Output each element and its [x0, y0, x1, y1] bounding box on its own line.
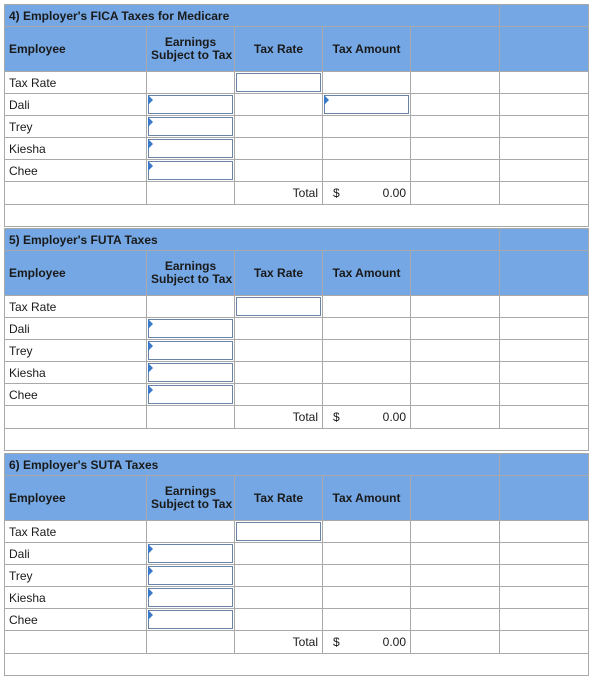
employee-header: Employee: [5, 27, 147, 72]
employee-header: Employee: [5, 251, 147, 296]
tax-amount-header: Tax Amount: [323, 251, 411, 296]
row-label-chee: Chee: [5, 384, 147, 406]
earnings-header: Earnings Subject to Tax: [147, 27, 235, 72]
row-label-trey: Trey: [5, 565, 147, 587]
earnings-header: Earnings Subject to Tax: [147, 251, 235, 296]
row-label-trey: Trey: [5, 116, 147, 138]
earnings-input-chee[interactable]: [147, 609, 235, 631]
earnings-input-chee[interactable]: [147, 160, 235, 182]
tax-rate-input[interactable]: [235, 72, 323, 94]
employee-header: Employee: [5, 476, 147, 521]
header-filler: [500, 229, 589, 251]
earnings-input-kiesha[interactable]: [147, 587, 235, 609]
row-label-dali: Dali: [5, 318, 147, 340]
earnings-input-trey[interactable]: [147, 565, 235, 587]
header-filler: [411, 27, 500, 72]
earnings-input-trey[interactable]: [147, 116, 235, 138]
futa-table: [4, 228, 589, 451]
header-filler: [411, 476, 500, 521]
suta-table: [4, 453, 589, 676]
row-label-tax-rate: Tax Rate: [5, 521, 147, 543]
row-label-tax-rate: Tax Rate: [5, 72, 147, 94]
earnings-header: Earnings Subject to Tax: [147, 476, 235, 521]
row-label-tax-rate: Tax Rate: [5, 296, 147, 318]
total-amount: $ 0.00: [323, 406, 411, 429]
header-filler: [500, 251, 589, 296]
earnings-input-chee[interactable]: [147, 384, 235, 406]
header-filler: [411, 251, 500, 296]
tax-rate-header: Tax Rate: [235, 251, 323, 296]
earnings-input-dali[interactable]: [147, 543, 235, 565]
tax-rate-input[interactable]: [235, 521, 323, 543]
header-filler: [500, 476, 589, 521]
total-amount: $ 0.00: [323, 182, 411, 205]
section-title: 5) Employer's FUTA Taxes: [5, 229, 500, 251]
tax-rate-header: Tax Rate: [235, 27, 323, 72]
total-label: Total: [235, 406, 323, 429]
section-title: 6) Employer's SUTA Taxes: [5, 454, 500, 476]
total-label: Total: [235, 182, 323, 205]
header-filler: [500, 27, 589, 72]
row-label-kiesha: Kiesha: [5, 138, 147, 160]
tax-amount-header: Tax Amount: [323, 476, 411, 521]
fica-medicare-table: [4, 4, 589, 227]
tax-amount-input-dali[interactable]: [323, 94, 411, 116]
row-label-chee: Chee: [5, 609, 147, 631]
earnings-input-dali[interactable]: [147, 318, 235, 340]
row-label-kiesha: Kiesha: [5, 362, 147, 384]
row-label-trey: Trey: [5, 340, 147, 362]
row-label-dali: Dali: [5, 94, 147, 116]
row-label-chee: Chee: [5, 160, 147, 182]
header-filler: [500, 454, 589, 476]
row-label-dali: Dali: [5, 543, 147, 565]
total-label: Total: [235, 631, 323, 654]
section-title: 4) Employer's FICA Taxes for Medicare: [5, 5, 500, 27]
earnings-input-dali[interactable]: [147, 94, 235, 116]
tax-amount-header: Tax Amount: [323, 27, 411, 72]
earnings-input-trey[interactable]: [147, 340, 235, 362]
row-label-kiesha: Kiesha: [5, 587, 147, 609]
earnings-input-kiesha[interactable]: [147, 138, 235, 160]
tax-rate-header: Tax Rate: [235, 476, 323, 521]
earnings-input-kiesha[interactable]: [147, 362, 235, 384]
tax-rate-input[interactable]: [235, 296, 323, 318]
total-amount: $ 0.00: [323, 631, 411, 654]
header-filler: [500, 5, 589, 27]
